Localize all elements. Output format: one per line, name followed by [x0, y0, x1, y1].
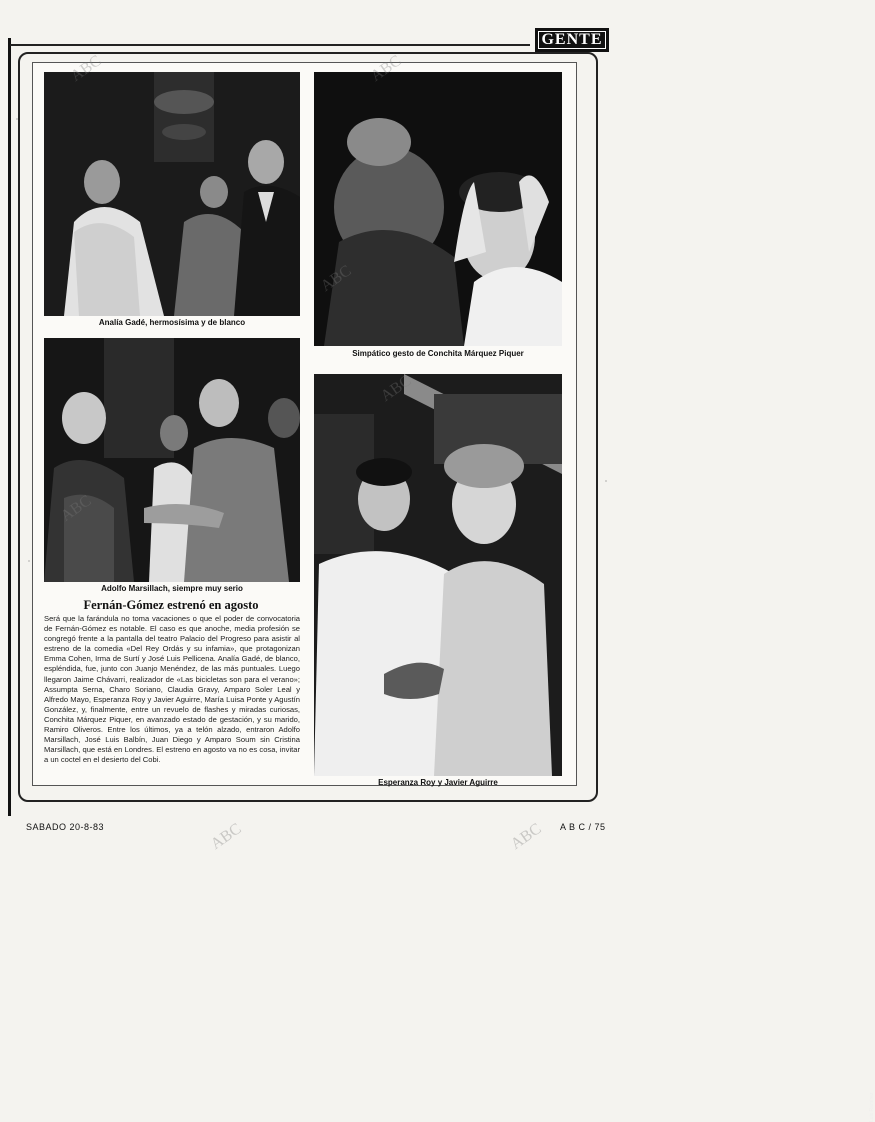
footer-date: SABADO 20-8-83: [26, 822, 105, 832]
section-tag: GENTE: [535, 28, 609, 52]
article-headline: Fernán-Gómez estrenó en agosto: [83, 598, 259, 612]
left-margin-rule: [8, 38, 11, 816]
photo-adolfo-marsillach-image: [44, 338, 300, 582]
photo-conchita-caption: Simpático gesto de Conchita Márquez Piquer: [352, 349, 524, 358]
print-speck: [28, 560, 30, 562]
photo-credit: Luis Ramírez: [869, 1092, 875, 1122]
photo-adolfo-marsillach: [44, 338, 300, 582]
photo-esperanza-roy-image: [314, 374, 562, 776]
photo-esperanza-caption: Esperanza Roy y Javier Aguirre: [378, 778, 498, 787]
watermark: ABC: [317, 262, 355, 295]
watermark: ABC: [507, 820, 545, 853]
watermark: ABC: [57, 492, 95, 525]
footer-page-number: A B C / 75: [560, 822, 606, 832]
watermark: ABC: [377, 372, 415, 405]
photo-adolfo-caption: Adolfo Marsillach, siempre muy serio: [101, 584, 243, 593]
photo-conchita-marquez-piquer: [314, 72, 562, 346]
watermark: ABC: [367, 52, 405, 85]
photo-analia-gade: [44, 72, 300, 316]
photo-analia-gade-image: [44, 72, 300, 316]
print-speck: [16, 118, 18, 120]
photo-conchita-marquez-piquer-image: [314, 72, 562, 346]
photo-analia-gade-caption: Analía Gadé, hermosísima y de blanco: [98, 318, 246, 327]
print-speck: [605, 480, 607, 482]
watermark: ABC: [67, 52, 105, 85]
article-body: Será que la farándula no toma vacaciones o que el poder de convocatoria de Fernán-Gómez es notable. El caso es que anoche, media profesión se congregó frente a la pantalla del teatro Palacio del Progreso para asistir al estreno de la comedia «Del Rey Ordás y su infamia», que protagonizan Emma Cohen, Irma de Surtí y José Luis Pellicena. Analía Gadé, de blanco, espléndida, fue, junto con Juanjo Menéndez, de las más puntuales. Luego llegaron Jaime Chávarri, realizador de «Las bicicletas son para el verano»; Assumpta Serna, Charo Soriano, Claudia Gravy, Amparo Soler Leal y Alfredo Mayo, Esperanza Roy y Javier Aguirre, María Luisa Ponte y Agustín González, y, finalmente, entre un revuelo de flashes y miradas curiosas, Conchita Márquez Piquer, en avanzado estado de gestación, y su marido, Ramiro Oliveros. Entre los últimos, ya a telón alzado, entraron Adolfo Marsillach, José Luis Balbín, Juan Diego y Amparo Soum sin Cristina Marsillach, que está en Londres. El estreno en agosto va no es cosa, invitar a un coctel en el desierto del Cobi.: [44, 614, 300, 765]
watermark: ABC: [207, 820, 245, 853]
top-rule: [10, 44, 530, 46]
